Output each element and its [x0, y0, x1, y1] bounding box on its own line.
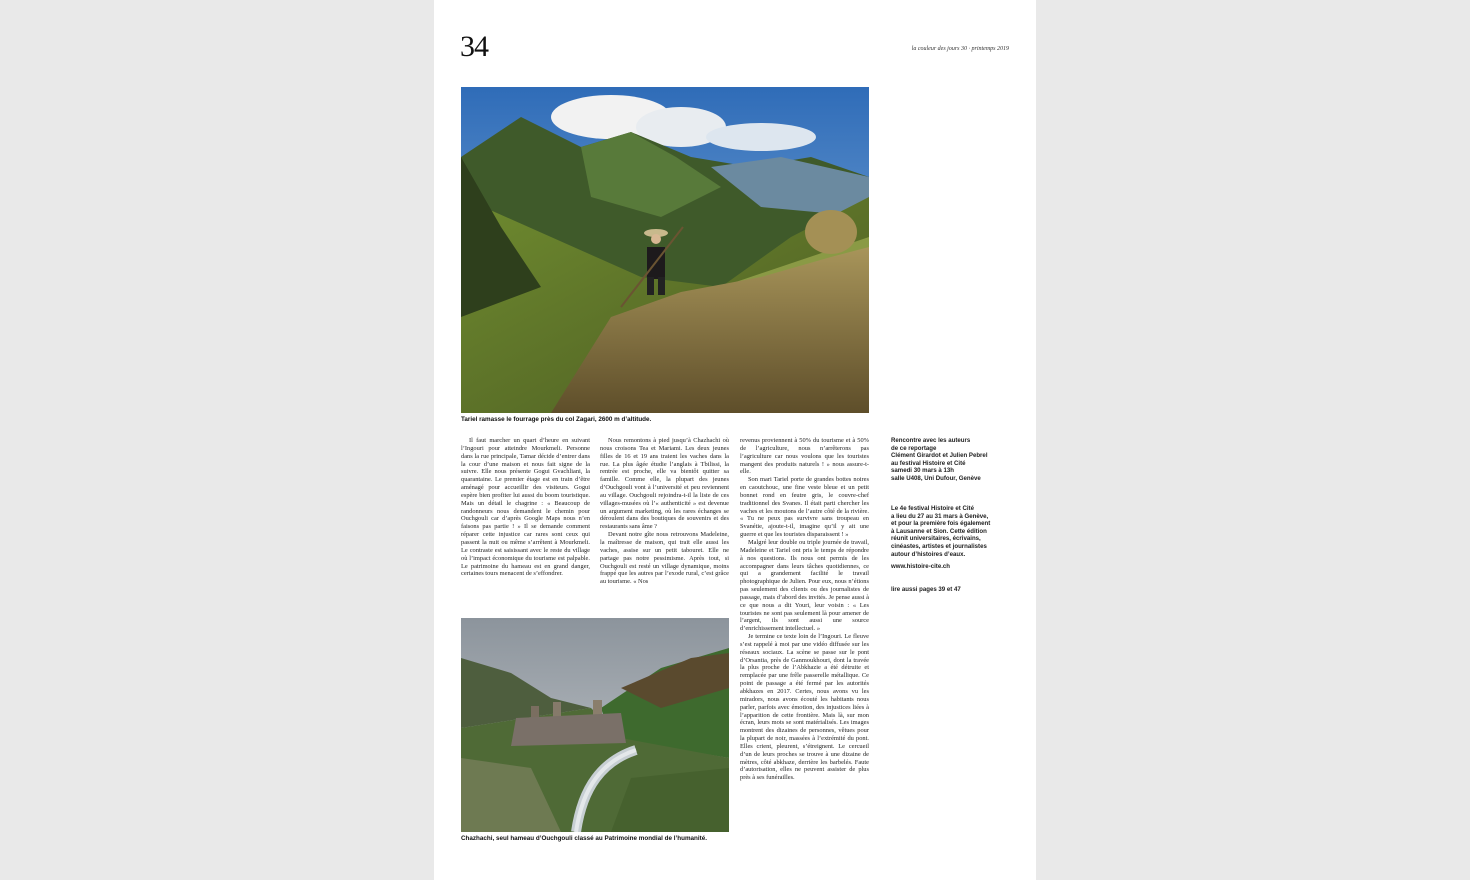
- paragraph: Devant notre gîte nous retrouvons Madeleine, la maîtresse de maison, qui trait elle aussi les vaches, assise sur un petit tabouret. Elle ne partage pas notre pessimisme. Après tout, si Ouchgouli est resté un village dynamique, moins frappé que les autres par l’exode rural, c’est grâce au tourisme. « Nos: [600, 531, 729, 586]
- see-also-note: lire aussi pages 39 et 47: [891, 586, 961, 593]
- sidebar-event-info: [891, 437, 1009, 483]
- sidebar-festival-info: [891, 505, 1009, 558]
- sidebar-line: autour d’histoires d’eaux.: [891, 550, 966, 558]
- sidebar-line: a lieu du 27 au 31 mars à Genève,: [891, 512, 989, 520]
- article-column-2: [600, 437, 729, 613]
- festival-website-link[interactable]: www.histoire-cite.ch: [891, 563, 951, 570]
- paragraph: Malgré leur double ou triple journée de travail, Madeleine et Tariel ont pris le temps de répondre à nos questions. Ils nous ont permis de les accompagner dans leurs tâches quotidiennes, ce qui a grandement facilité le travail photographique de Julien. Pour eux, nous n’étions pas seulement des clients ou des journalistes de passage, mais d’abord des invités. Je pense aussi à ce que nous a dit Youri, leur voisin : « Les touristes ne sont pas seulement là pour amener de l’argent, ils sont aussi une source d’enrichissement intellectuel. »: [740, 538, 869, 633]
- paragraph: Son mari Tariel porte de grandes bottes noires en caoutchouc, une fine veste bleue et un petit bonnet rond en feutre gris, le couvre-chef traditionnel des Svanes. Il était parti chercher les vaches et les moutons de l’autre côté de la rivière. « Tu ne peux pas survivre sans troupeau en Svanétie, ajoute-t-il, imagine qu’il y ait une guerre et que les touristes disparaissent ! »: [740, 476, 869, 539]
- sidebar-line: Le 4e festival Histoire et Cité: [891, 505, 974, 512]
- magazine-page: [434, 0, 1036, 880]
- page-number: 34: [460, 30, 488, 63]
- photo-village-towers: [461, 618, 729, 832]
- photo-hay-harvest: [461, 87, 869, 413]
- sidebar-line: salle U408, Uni Dufour, Genève: [891, 474, 981, 482]
- paragraph: revenus proviennent à 50% du tourisme et à 50% de l’agriculture, nous n’arrêterons pas l’agriculture car nous voulons que les touristes mangent des produits naturels ! » nous assure-t-elle.: [740, 437, 869, 476]
- sidebar-line: de ce reportage: [891, 444, 937, 452]
- paragraph: Il faut marcher un quart d’heure en suivant l’Ingouri pour atteindre Mourkmeli. Personne dans la rue principale, Tamar décide d’entrer dans la cour d’une maison et nous fait signe de la suivre. Elle nous présente Gogui Gvachliani, la quarantaine. Le premier étage est en train d’être aménagé pour accueillir des visiteurs. Gogui espère bien profiter lui aussi du boom touristique. Mais un détail le chagrine : « Beaucoup de randonneurs nous demandent le chemin pour Ouchgouli car d’après Google Maps nous n’en faisons pas partie ! » Il se demande comment réparer cette injustice car rares sont ceux qui passent la nuit ou même s’arrêtent à Mourkmeli. Le contraste est saisissant avec le reste du village où l’impact économique du tourisme est palpable. Le patrimoine du hameau est en grand danger, certaines tours menacent de s’effondrer.: [461, 437, 590, 578]
- sidebar-line: réunit universitaires, écrivains,: [891, 535, 981, 543]
- paragraph: Je termine ce texte loin de l’Ingouri. Le fleuve s’est rappelé à moi par une vidéo diffusée sur les réseaux sociaux. La scène se passe sur le pont d’Orsantia, près de Ganmoukhouri, dont la travée la plus proche de l’Abkhazie a été détruite et remplacée par une frêle passerelle métallique. Ce point de passage a été fermé par les autorités abkhazes en 2017. Certes, nous avons vu les miradors, nous avons écouté les habitants nous parler, parfois avec émotion, des injustices liées à l’apparition de cette frontière. Mais là, sur mon écran, leurs mots se sont matérialisés. Les images montrent des dizaines de personnes, vêtues pour la plupart de noir, massées à l’extrémité du pont. Elles crient, pleurent, s’étreignent. Le cercueil d’un de leurs proches se trouve à une dizaine de mètres, côté abkhaze, derrière les barbelés. Faute d’autorisation, elles ne peuvent assister de plus près à ses funérailles.: [740, 633, 869, 782]
- sidebar-line: et pour la première fois également: [891, 520, 991, 528]
- sidebar-line: Rencontre avec les auteurs: [891, 437, 971, 444]
- article-column-1: [461, 437, 590, 613]
- caption-bottom: Chazhachi, seul hameau d’Ouchgouli classé au Patrimoine mondial de l’humanité.: [461, 835, 707, 842]
- paragraph: Nous remontons à pied jusqu’à Chazhachi où nous croisons Tea et Mariami. Les deux jeunes filles de 16 et 19 ans traient les vaches dans la rue. La plus âgée étudie l’anglais à Tbilissi, la rentrée est proche, elle va bientôt quitter sa famille. Comme elle, la plupart des jeunes d’Ouchgouli vont à l’université et peu reviennent au village. Ouchgouli rejoindra-t-il la liste de ces villages-musées où l’« authenticité » est devenue un argument marketing, où les rares échanges se déroulent dans des boutiques de souvenirs et des restaurants sans âme ?: [600, 437, 729, 531]
- sidebar-line: cinéastes, artistes et journalistes: [891, 542, 987, 550]
- sidebar-line: Clément Girardot et Julien Pebrel: [891, 452, 988, 460]
- sidebar-line: samedi 30 mars à 13h: [891, 467, 955, 475]
- sidebar-line: au festival Histoire et Cité: [891, 459, 966, 467]
- running-head: la couleur des jours 30 · printemps 2019: [911, 46, 1009, 52]
- article-column-3: [740, 437, 869, 837]
- sidebar-line: à Lausanne et Sion. Cette édition: [891, 527, 987, 535]
- caption-top: Tariel ramasse le fourrage près du col Zagari, 2600 m d’altitude.: [461, 416, 652, 423]
